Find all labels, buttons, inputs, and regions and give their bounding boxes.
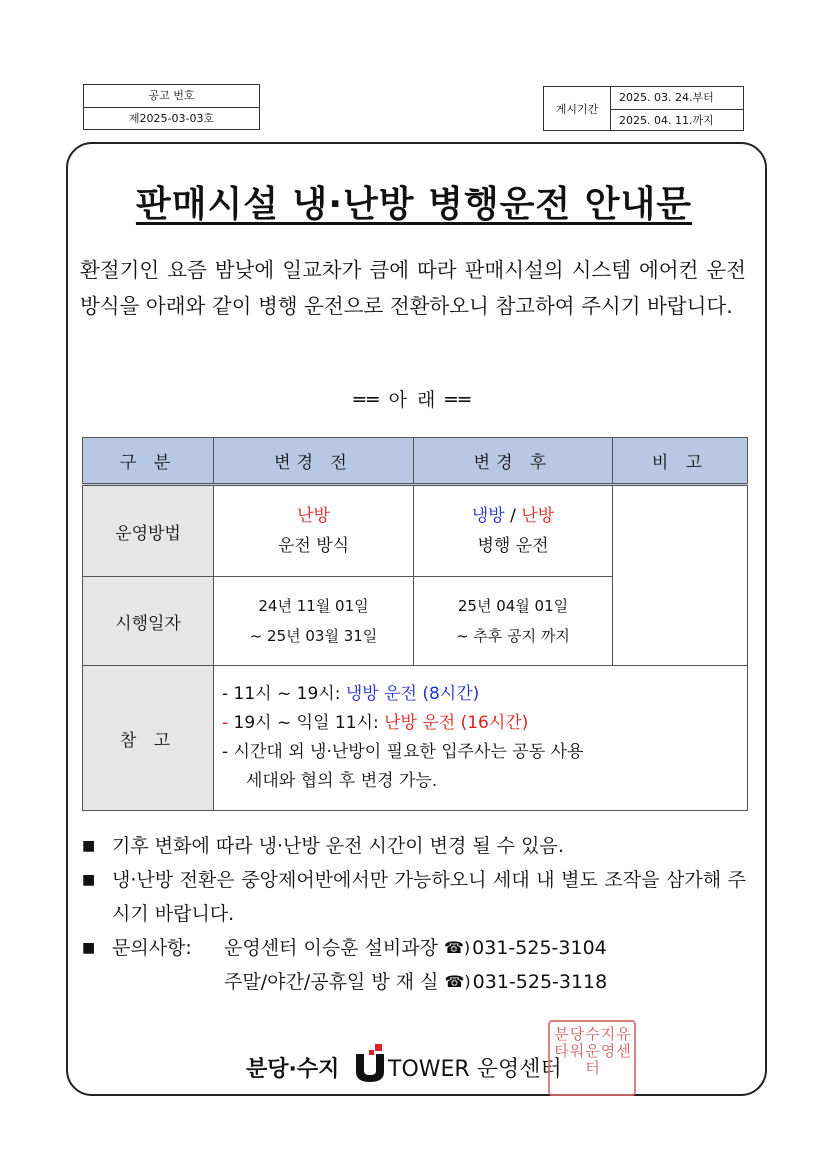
list-item (82, 931, 746, 999)
notice-number-box (83, 84, 260, 130)
method-after-sep: / (504, 506, 522, 526)
method-after (414, 485, 613, 577)
col-header-before: 변경 전 (214, 438, 414, 485)
method-after-cool: 냉방 (471, 506, 505, 526)
contact-block (112, 931, 746, 999)
intro-paragraph: 환절기인 요즘 밤낮에 일교차가 큼에 따라 판매시설의 시스템 에어컨 운전 방식을 아래와 같이 병행 운전으로 전환하오니 참고하여 주시기 바랍니다. (80, 258, 746, 318)
posting-period-to: 2025. 04. 11.까지 (611, 109, 743, 131)
note-line-4: 세대와 협의 후 변경 가능. (246, 771, 438, 791)
phone-icon: ☎) (443, 938, 471, 957)
date-before-end: ~ 25년 03월 31일 (249, 627, 378, 645)
utower-logo-icon (353, 1044, 387, 1082)
col-header-category: 구 분 (83, 438, 214, 485)
method-before-top: 난방 (297, 506, 330, 526)
note-line-1: - 11시 ~ 19시: 냉방 운전 (8시간) (222, 684, 480, 704)
contact-1-phone: 031-525-3104 (472, 937, 607, 959)
bullet-square-icon: ■ (82, 838, 96, 854)
list-item (82, 829, 746, 863)
seal-text: 분당수지유타워운영센터 (554, 1025, 632, 1077)
date-after-start: 25년 04월 01일 (457, 597, 569, 615)
date-before (214, 577, 414, 666)
table-row (83, 666, 748, 811)
table-header-row (83, 438, 748, 485)
official-seal (548, 1020, 636, 1096)
footer-left-text: 분당·수지 (246, 1057, 340, 1082)
contact-1-name: 운영센터 이승훈 설비과장 (224, 937, 438, 959)
method-before-bottom: 운전 방식 (277, 536, 350, 556)
note-line-3: - 시간대 외 냉·난방이 필요한 입주사는 공동 사용 (222, 742, 584, 762)
remarks-cell (613, 485, 748, 666)
list-item (82, 863, 746, 931)
bullet-square-icon: ■ (82, 872, 96, 888)
posting-period-from: 2025. 03. 24.부터 (619, 91, 714, 104)
notes-cell (214, 666, 748, 811)
row-label-date: 시행일자 (83, 577, 214, 666)
contact-2-name: 주말/야간/공휴일 방 재 실 (224, 971, 439, 993)
phone-icon: ☎) (444, 972, 471, 991)
page-title: 판매시설 냉·난방 병행운전 안내문 (135, 184, 693, 225)
bullet-text-1: 기후 변화에 따라 냉·난방 운전 시간이 변경 될 수 있음. (112, 835, 564, 857)
contact-2-phone: 031-525-3118 (472, 971, 608, 993)
method-after-bottom: 병행 운전 (477, 536, 549, 556)
col-header-after: 변경 후 (414, 438, 613, 485)
footer-right-text: TOWER 운영센터 (388, 1057, 562, 1082)
col-header-remarks: 비 고 (613, 438, 748, 485)
date-after (414, 577, 613, 666)
schedule-table (82, 437, 748, 811)
row-label-notes: 참 고 (83, 666, 214, 811)
contact-label: 문의사항: (112, 937, 192, 959)
note-line-2: - 19시 ~ 익일 11시: 난방 운전 (16시간) (222, 713, 529, 733)
date-after-end: ~ 추후 공지 까지 (456, 627, 570, 645)
date-before-start: 24년 11월 01일 (258, 597, 369, 615)
posting-period-label: 게시기간 (544, 87, 611, 130)
bullet-square-icon: ■ (82, 940, 96, 956)
below-heading: ══ 아 래 ══ (353, 389, 473, 411)
notice-label: 공고 번호 (148, 89, 195, 102)
bullet-text-2: 냉·난방 전환은 중앙제어반에서만 가능하오니 세대 내 별도 조작을 삼가해 주시기 바랍니다. (112, 869, 746, 925)
method-after-heat: 난방 (521, 506, 555, 526)
bullet-list (82, 829, 746, 999)
posting-period-box (543, 86, 744, 131)
table-row (83, 485, 748, 577)
row-label-method: 운영방법 (83, 485, 214, 577)
method-before (214, 485, 414, 577)
notice-number: 제2025-03-03호 (84, 107, 259, 129)
